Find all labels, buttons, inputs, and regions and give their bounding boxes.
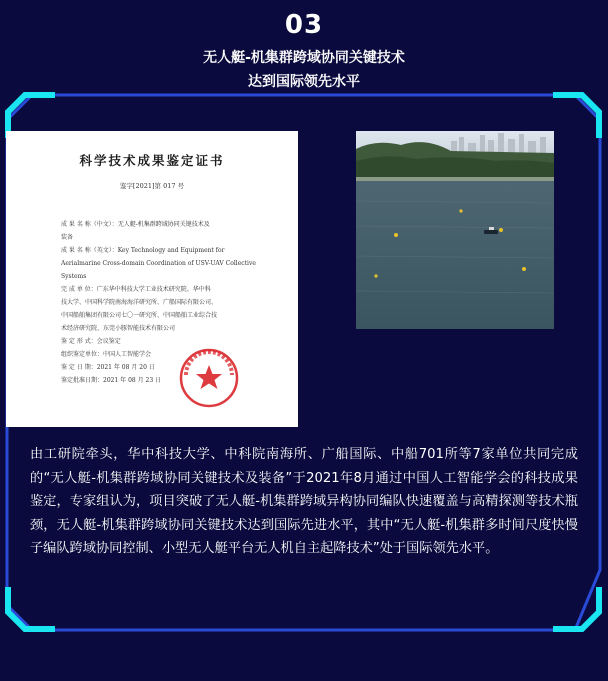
cert-line: Aerialmarine Cross-domain Coordination of USV-UAV Collective: [61, 260, 256, 267]
cert-line: 成 果 名 称（中文）：无人艇-机集群跨域协同关键技术及: [61, 221, 210, 228]
section-title-line2: 达到国际领先水平: [248, 74, 360, 90]
cert-line: 技大学、中国科学院南海海洋研究所、广船国际有限公司、: [61, 299, 218, 306]
cert-line: 装备: [61, 234, 74, 241]
certificate-title: 科学技术成果鉴定证书: [79, 153, 225, 168]
cert-line: 鉴定批准日期：2021 年 08 月 23 日: [61, 377, 162, 384]
cert-line: 完 成 单 位：广东华中科技大学工业技术研究院、华中科: [61, 286, 211, 293]
certificate-body: [61, 218, 273, 387]
cert-line: 术经济研究院、东莞小豚智能技术有限公司: [61, 325, 176, 332]
red-seal-stamp: [178, 347, 240, 409]
description-paragraph: 由工研院牵头，华中科技大学、中科院南海所、广船国际、中船701所等7家单位共同完成的“无人艇-机集群跨域协同关键技术及装备”于2021年8月通过中国人工智能学会的科技成果鉴定，专家组认为，项目突破了无人艇-机集群跨域异构协同编队快速覆盖与高精探测等技术瓶颈，无人艇-机集群跨域协同关键技术达到国际先进水平，其中“无人艇-机集群多时间尺度快慢子编队跨域协同控制、小型无人艇平台无人机自主起降技术”处于国际领先水平。: [30, 447, 578, 556]
section-number: 03: [284, 10, 324, 40]
cert-line: Systems: [61, 273, 87, 280]
cert-line: 鉴 定 日 期：2021 年 08 月 20 日: [61, 364, 155, 371]
usv-lake-photo: [356, 131, 554, 329]
cert-line: 组织鉴定单位：中国人工智能学会: [61, 351, 152, 358]
section-title-line1: 无人艇-机集群跨域协同关键技术: [203, 50, 405, 66]
certificate-image: [6, 131, 298, 427]
cert-line: 中国船舶集团有限公司七〇一研究所、中国船舶工业综合技: [61, 312, 218, 319]
certificate-number: 鉴字[2021]第 017 号: [119, 182, 185, 190]
cert-line: 成 果 名 称（英文）：Key Technology and Equipment for: [61, 247, 225, 254]
cert-line: 鉴 定 形 式：会议鉴定: [61, 338, 121, 345]
